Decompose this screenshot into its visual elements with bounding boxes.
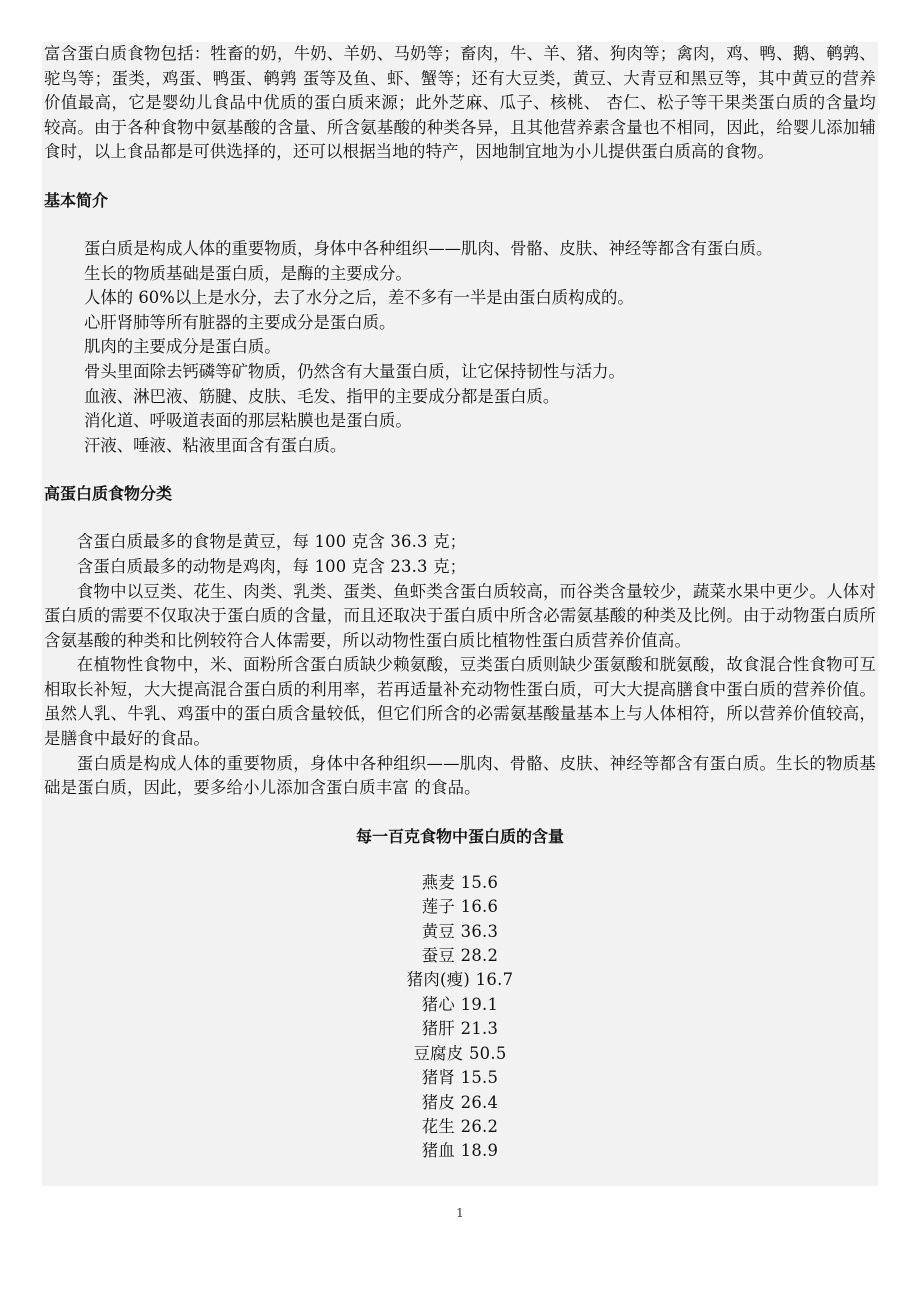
list-item: 豆腐皮 50.5 [413, 1043, 507, 1063]
paragraph: 含蛋白质最多的食物是黄豆，每 100 克含 36.3 克； [76, 532, 467, 552]
basic-intro-lines [44, 237, 876, 458]
list-item: 花生 26.2 [421, 1116, 499, 1136]
text-line: 汗液、唾液、粘液里面含有蛋白质。 [84, 435, 347, 455]
text-line: 骨头里面除去钙磷等矿物质，仍然含有大量蛋白质，让它保持韧性与活力。 [84, 361, 625, 381]
text-line: 心肝肾肺等所有脏器的主要成分是蛋白质。 [84, 312, 396, 332]
list-item: 莲子 16.6 [421, 897, 499, 917]
spacer [44, 506, 876, 530]
spacer [44, 801, 876, 825]
list-item: 黄豆 36.3 [421, 921, 499, 941]
spacer [44, 165, 876, 189]
list-item: 猪肉(瘦) 16.7 [406, 970, 514, 990]
text-line: 蛋白质是构成人体的重要物质，身体中各种组织——肌肉、骨骼、皮肤、神经等都含有蛋白质。 [84, 238, 773, 258]
list-item: 猪肝 21.3 [421, 1019, 499, 1039]
paragraph: 食物中以豆类、花生、肉类、乳类、蛋类、鱼虾类含蛋白质较高，而谷类含量较少，蔬菜水果中更少。人体对蛋白质的需要不仅取决于蛋白质的含量，而且还取决于蛋白质中所含必需氨基酸的种类及比例。由于动物蛋白质所含氨基酸的种类和比例较符合人体需要，所以动物性蛋白质比植物性蛋白质营养价值高。 [44, 581, 876, 650]
intro-paragraph: 富含蛋白质食物包括：牲畜的奶，牛奶、羊奶、马奶等；畜肉，牛、羊、猪、狗肉等；禽肉，鸡、鸭、鹅、鹌鹑、驼鸟等；蛋类，鸡蛋、鸭蛋、鹌鹑 蛋等及鱼、虾、蟹等；还有大豆类，黄豆、大青豆和黑豆等，其中黄豆的营养价值最高，它是婴幼儿食品中优质的蛋白质来源；此外芝麻、瓜子、核桃、 杏仁、松子等干果类蛋白质的含量均较高。由于各种食物中氨基酸的含量、所含氨基酸的种类各异，且其他营养素含量也不相同，因此，给婴儿添加辅食时，以上食品都是可供选择的，还可以根据当地的特产，因地制宜地为小儿提供蛋白质高的食物。 [44, 44, 876, 162]
list-item: 燕麦 15.6 [421, 872, 499, 892]
list-item: 猪皮 26.4 [421, 1092, 499, 1112]
page-number: 1 [456, 1206, 464, 1220]
spacer [44, 458, 876, 482]
paragraph: 蛋白质是构成人体的重要物质，身体中各种组织——肌肉、骨骼、皮肤、神经等都含有蛋白质。生长的物质基础是蛋白质，因此，要多给小儿添加含蛋白质丰富 的食品。 [44, 753, 876, 798]
spacer [44, 213, 876, 237]
text-line: 生长的物质基础是蛋白质，是酶的主要成分。 [84, 263, 412, 283]
list-item: 猪肾 15.5 [421, 1068, 499, 1088]
text-line: 血液、淋巴液、筋腱、皮肤、毛发、指甲的主要成分都是蛋白质。 [84, 386, 560, 406]
list-item: 蚕豆 28.2 [421, 946, 499, 966]
list-item: 猪心 19.1 [421, 994, 499, 1014]
section-heading-categories: 高蛋白质食物分类 [44, 484, 173, 504]
table-title: 每一百克食物中蛋白质的含量 [355, 826, 564, 846]
document-content [42, 42, 878, 1186]
text-line: 人体的 60%以上是水分，去了水分之后，差不多有一半是由蛋白质构成的。 [84, 288, 634, 308]
text-line: 消化道、呼吸道表面的那层粘膜也是蛋白质。 [84, 411, 412, 431]
section-heading-basic: 基本简介 [44, 190, 109, 210]
list-item: 猪血 18.9 [421, 1141, 499, 1161]
paragraph: 含蛋白质最多的动物是鸡肉，每 100 克含 23.3 克； [76, 556, 467, 576]
categories-paragraphs [44, 530, 876, 801]
text-line: 肌肉的主要成分是蛋白质。 [84, 337, 281, 357]
paragraph: 在植物性食物中，米、面粉所含蛋白质缺少赖氨酸，豆类蛋白质则缺少蛋氨酸和胱氨酸，故食混合性食物可互相取长补短，大大提高混合蛋白质的利用率，若再适量补充动物性蛋白质，可大大提高膳食中蛋白质的营养价值。虽然人乳、牛乳、鸡蛋中的蛋白质含量较低，但它们所含的必需氨基酸量基本上与人体相符，所以营养价值较高，是膳食中最好的食品。 [44, 655, 876, 749]
protein-content-list [44, 871, 876, 1164]
